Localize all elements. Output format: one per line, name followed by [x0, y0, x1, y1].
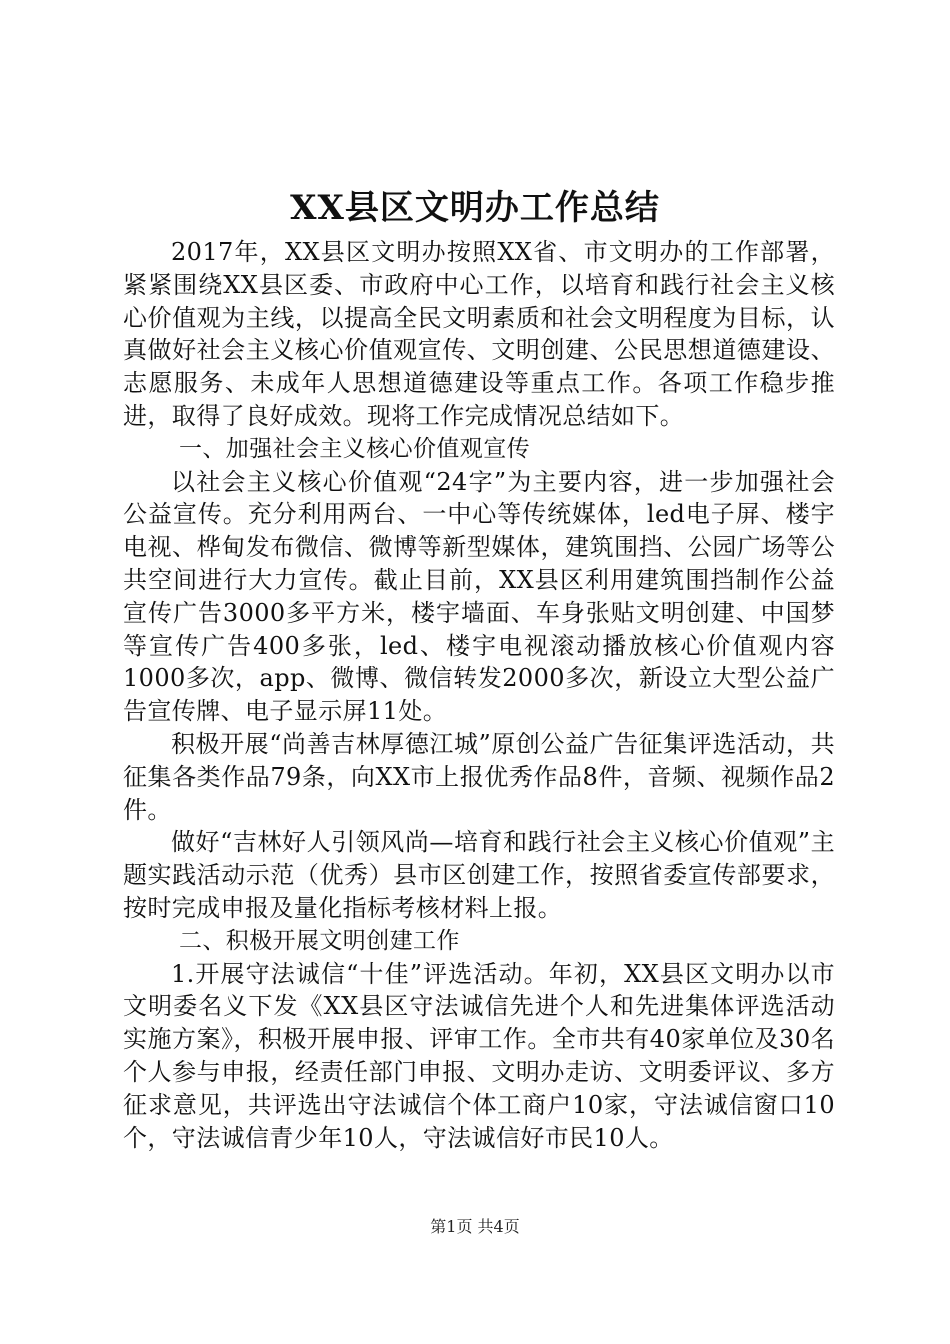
body-paragraph: 以社会主义核心价值观“24字”为主要内容，进一步加强社会公益宣传。充分利用两台、一中心等传统媒体，led电子屏、楼宇电视、桦甸发布微信、微博等新型媒体，建筑围挡、公园广场等公共空间进行大力宣传。截止目前，XX县区利用建筑围挡制作公益宣传广告3000多平方米，楼宇墙面、车身张贴文明创建、中国梦等宣传广告400多张，led、楼宇电视滚动播放核心价值观内容1000多次，app、微博、微信转发2000多次，新设立大型公益广告宣传牌、电子显示屏11处。: [123, 467, 835, 726]
section-heading-1: 一、加强社会主义核心价值观宣传: [179, 435, 530, 462]
body-paragraph: 做好“吉林好人引领风尚—培育和践行社会主义核心价值观”主题实践活动示范（优秀）县市区创建工作，按照省委宣传部要求，按时完成申报及量化指标考核材料上报。: [123, 828, 835, 922]
page-number-footer: 第1页 共4页: [430, 1217, 520, 1236]
document-title: XX县区文明办工作总结: [290, 188, 660, 228]
document-body: [123, 236, 835, 1154]
body-paragraph: 1.开展守法诚信“十佳”评选活动。年初，XX县区文明办以市文明委名义下发《XX县区守法诚信先进个人和先进集体评选活动实施方案》，积极开展申报、评审工作。全市共有40家单位及30名个人参与申报，经责任部门申报、文明办走访、文明委评议、多方征求意见，共评选出守法诚信个体工商户10家，守法诚信窗口10个，守法诚信青少年10人，守法诚信好市民10人。: [123, 959, 835, 1152]
body-paragraph: 积极开展“尚善吉林厚德江城”原创公益广告征集评选活动，共征集各类作品79条，向XX市上报优秀作品8件，音频、视频作品2件。: [123, 729, 835, 824]
intro-paragraph: 2017年，XX县区文明办按照XX省、市文明办的工作部署，紧紧围绕XX县区委、市政府中心工作，以培育和践行社会主义核心价值观为主线，以提高全民文明素质和社会文明程度为目标，认真做好社会主义核心价值观宣传、文明创建、公民思想道德建设、志愿服务、未成年人思想道德建设等重点工作。各项工作稳步推进，取得了良好成效。现将工作完成情况总结如下。: [123, 238, 835, 430]
section-heading-2: 二、积极开展文明创建工作: [179, 927, 460, 954]
